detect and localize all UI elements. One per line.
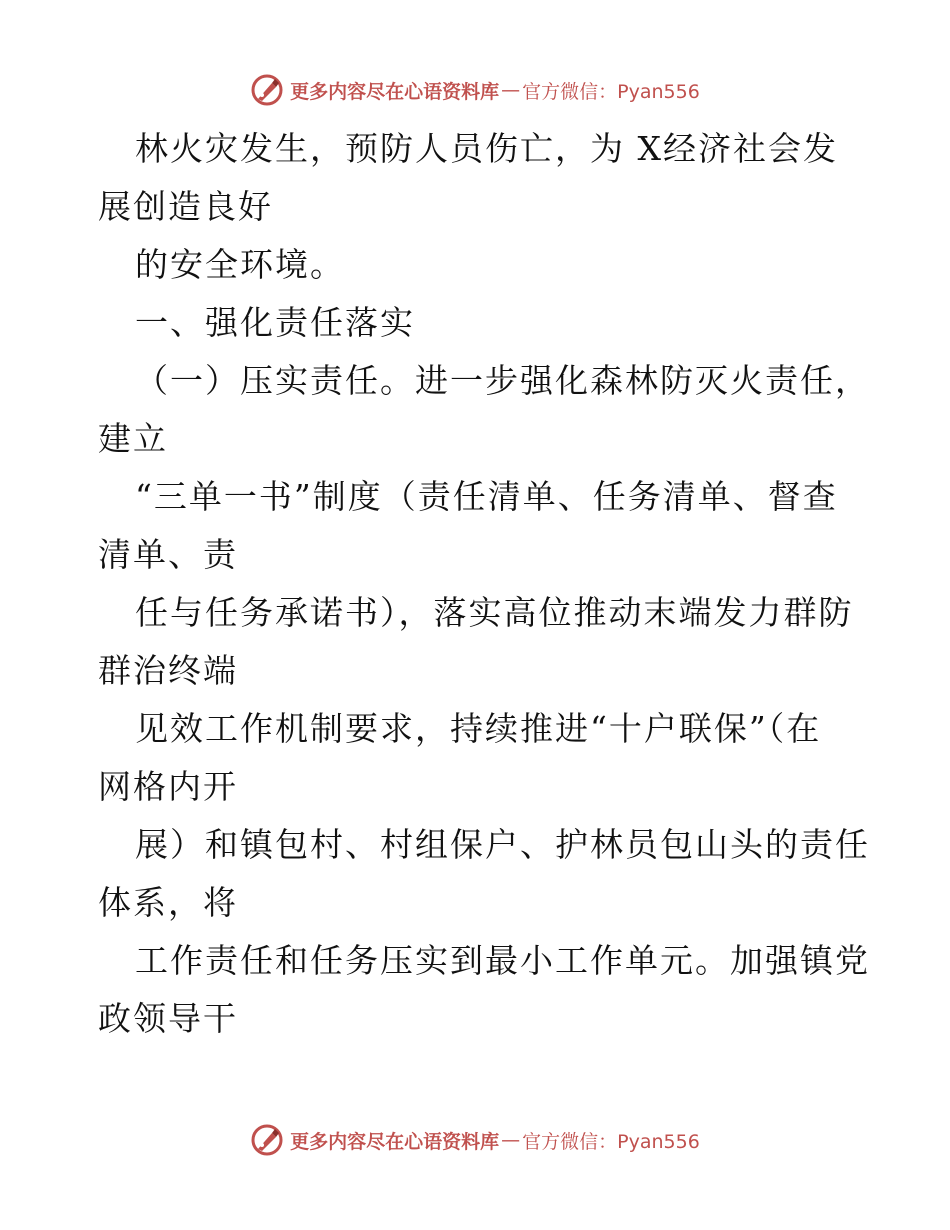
body-line: 工作责任和任务压实到最小工作单元。加强镇党 <box>135 941 870 980</box>
footer-site-text: 更多内容尽在心语资料库 <box>290 1130 500 1153</box>
pen-logo-icon <box>250 73 284 107</box>
header-wechat-text: 官方微信：Pyan556 <box>522 80 700 103</box>
body-line: 见效工作机制要求，持续推进“十户联保”（在 <box>135 709 822 748</box>
body-line: 展创造良好 <box>98 187 273 226</box>
body-line: 建立 <box>98 419 168 458</box>
header-site-text: 更多内容尽在心语资料库 <box>290 80 500 103</box>
footer-dash: — <box>501 1129 521 1151</box>
body-line: 任与任务承诺书），落实高位推动末端发力群防 <box>135 593 854 632</box>
body-line: 网格内开 <box>98 767 238 806</box>
body-line: 的安全环境。 <box>135 245 345 284</box>
document-body <box>98 120 870 1048</box>
header-dash: — <box>501 79 521 101</box>
body-line: 政领导干 <box>98 999 238 1038</box>
section-heading: 一、强化责任落实 <box>135 303 415 342</box>
body-line: 展）和镇包村、村组保户、护林员包山头的责任 <box>135 825 870 864</box>
pen-logo-icon <box>250 1123 284 1157</box>
body-line: 群治终端 <box>98 651 238 690</box>
header-watermark <box>0 70 950 110</box>
footer-wechat-text: 官方微信：Pyan556 <box>522 1130 700 1153</box>
body-line: 体系，将 <box>98 883 238 922</box>
body-line: 清单、责 <box>98 535 238 574</box>
body-line: （一）压实责任。进一步强化森林防灭火责任， <box>135 361 870 400</box>
footer-watermark <box>0 1120 950 1160</box>
body-line: “三单一书”制度（责任清单、任务清单、督查 <box>135 477 838 516</box>
body-line: 林火灾发生，预防人员伤亡，为 X经济社会发 <box>135 129 838 168</box>
